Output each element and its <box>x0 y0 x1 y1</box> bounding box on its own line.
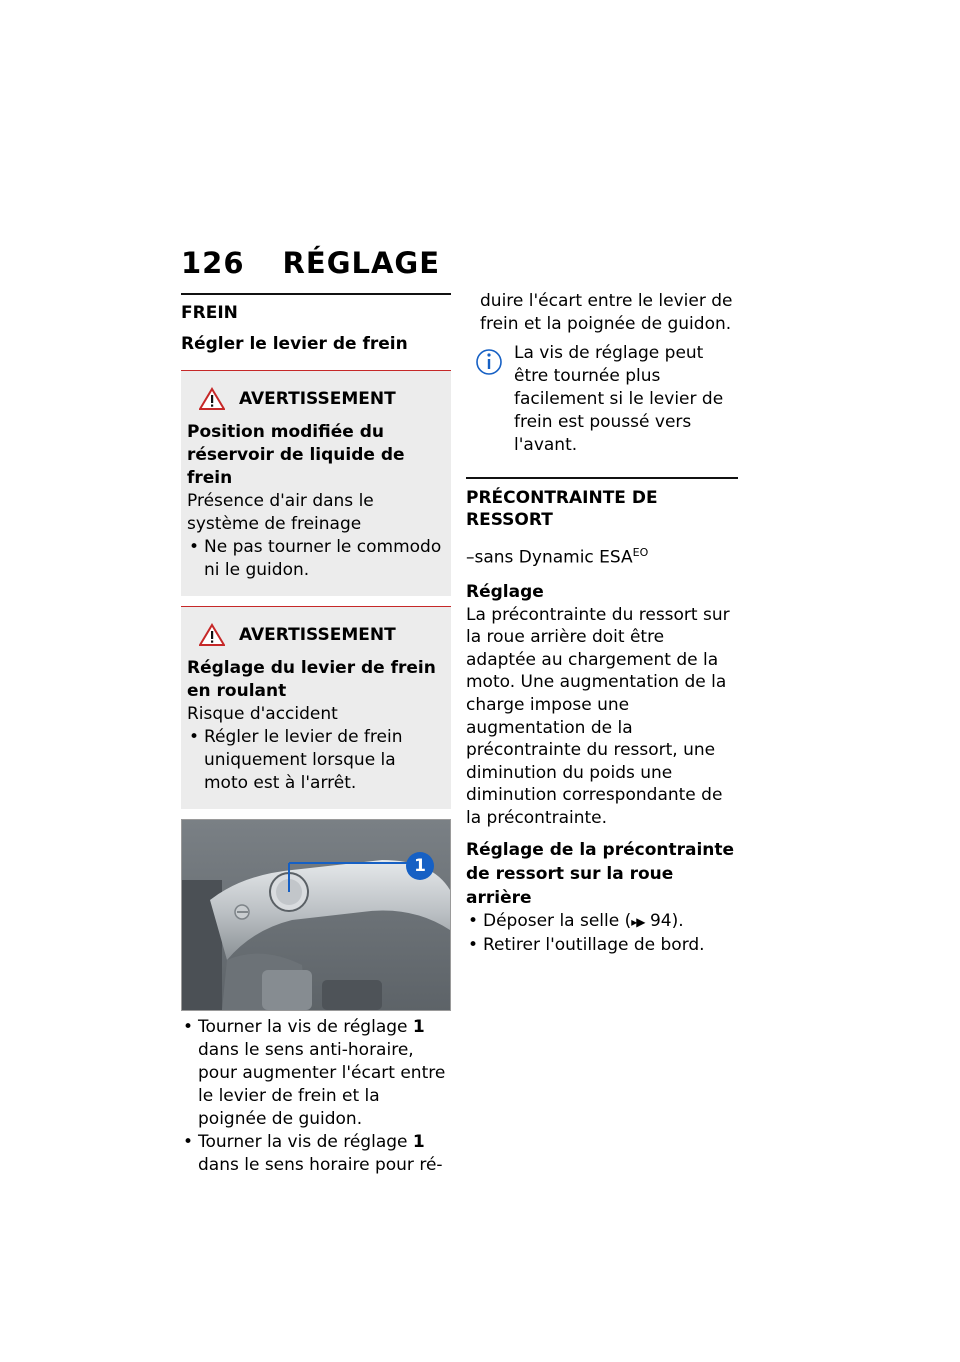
paragraph: La précontrainte du ressort sur la roue arrière doit être adaptée au chargement de la moto. Une augmentation de la charge impose une augmentation de la précontrainte du ressort, une diminution du poids une diminution correspondante de la précontrainte. <box>466 604 730 828</box>
warning-label: AVERTISSEMENT <box>239 625 396 645</box>
info-note-text: La vis de réglage peut être tournée plus facilement si le levier de frein est poussé vers l'avant. <box>514 343 724 455</box>
warning-label: AVERTISSEMENT <box>239 389 396 409</box>
list-item: • Ne pas tourner le commodo ni le guidon. <box>187 536 443 582</box>
brake-lever-figure <box>181 819 451 1011</box>
list-item: • Retirer l'outillage de bord. <box>466 934 738 957</box>
section-rule <box>466 477 738 479</box>
warning-triangle-icon <box>199 623 225 647</box>
warning-title: Position modifiée du réservoir de liquide de frein <box>187 422 405 488</box>
variant-superscript: EO <box>632 546 649 559</box>
list-item: • Tourner la vis de réglage 1 dans le sens anti-horaire, pour augmenter l'écart entre le levier de frein et la poignée de guidon. <box>181 1016 451 1131</box>
chapter-title: RÉGLAGE <box>282 246 441 280</box>
part-reference: 1 <box>412 1017 425 1037</box>
info-icon <box>476 344 502 380</box>
warning-actions <box>187 726 443 795</box>
subhead-procedure: Réglage de la précontrainte de ressort sur la roue arrière <box>466 839 735 908</box>
warning-box-2 <box>181 607 451 809</box>
variant-note: –sans Dynamic $ESA^{EO}$ <box>466 546 649 568</box>
procedure-steps <box>466 910 738 957</box>
list-item: • Régler le levier de frein uniquement lorsque la moto est à l'arrêt. <box>187 726 443 795</box>
info-note <box>466 342 738 457</box>
brake-lever-illustration <box>182 820 450 1010</box>
warning-triangle-icon <box>199 387 225 411</box>
list-item: • Tourner la vis de réglage 1 dans le sens horaire pour ré- <box>181 1131 451 1177</box>
subsection-title: Régler le levier de frein <box>181 334 408 354</box>
warning-title: Réglage du levier de frein en roulant <box>187 658 436 701</box>
list-item: • Déposer la selle (▸▶ 94). <box>466 910 738 934</box>
page-reference-arrow-icon: ▸▶ <box>631 914 645 929</box>
warning-consequence: Risque d'accident <box>187 704 338 724</box>
warning-consequence: Présence d'air dans le système de freinage <box>187 491 374 534</box>
right-column <box>466 290 738 957</box>
page-header <box>181 246 440 280</box>
warning-box-1 <box>181 371 451 596</box>
section-title-frein: FREIN <box>181 303 238 323</box>
section-title-precontrainte: PRÉCONTRAINTE DE RESSORT <box>466 488 658 530</box>
warning-actions <box>187 536 443 582</box>
part-reference: 1 <box>412 1132 425 1152</box>
subhead-reglage: Réglage <box>466 581 544 602</box>
page-number: 126 <box>181 246 245 280</box>
callout-1: 1 <box>406 852 434 880</box>
section-rule <box>181 293 451 295</box>
left-column <box>181 290 451 1177</box>
continued-text: duire l'écart entre le levier de frein et la poignée de guidon. <box>480 291 733 334</box>
page-reference: 94 <box>649 910 672 931</box>
procedure-steps <box>181 1016 451 1177</box>
